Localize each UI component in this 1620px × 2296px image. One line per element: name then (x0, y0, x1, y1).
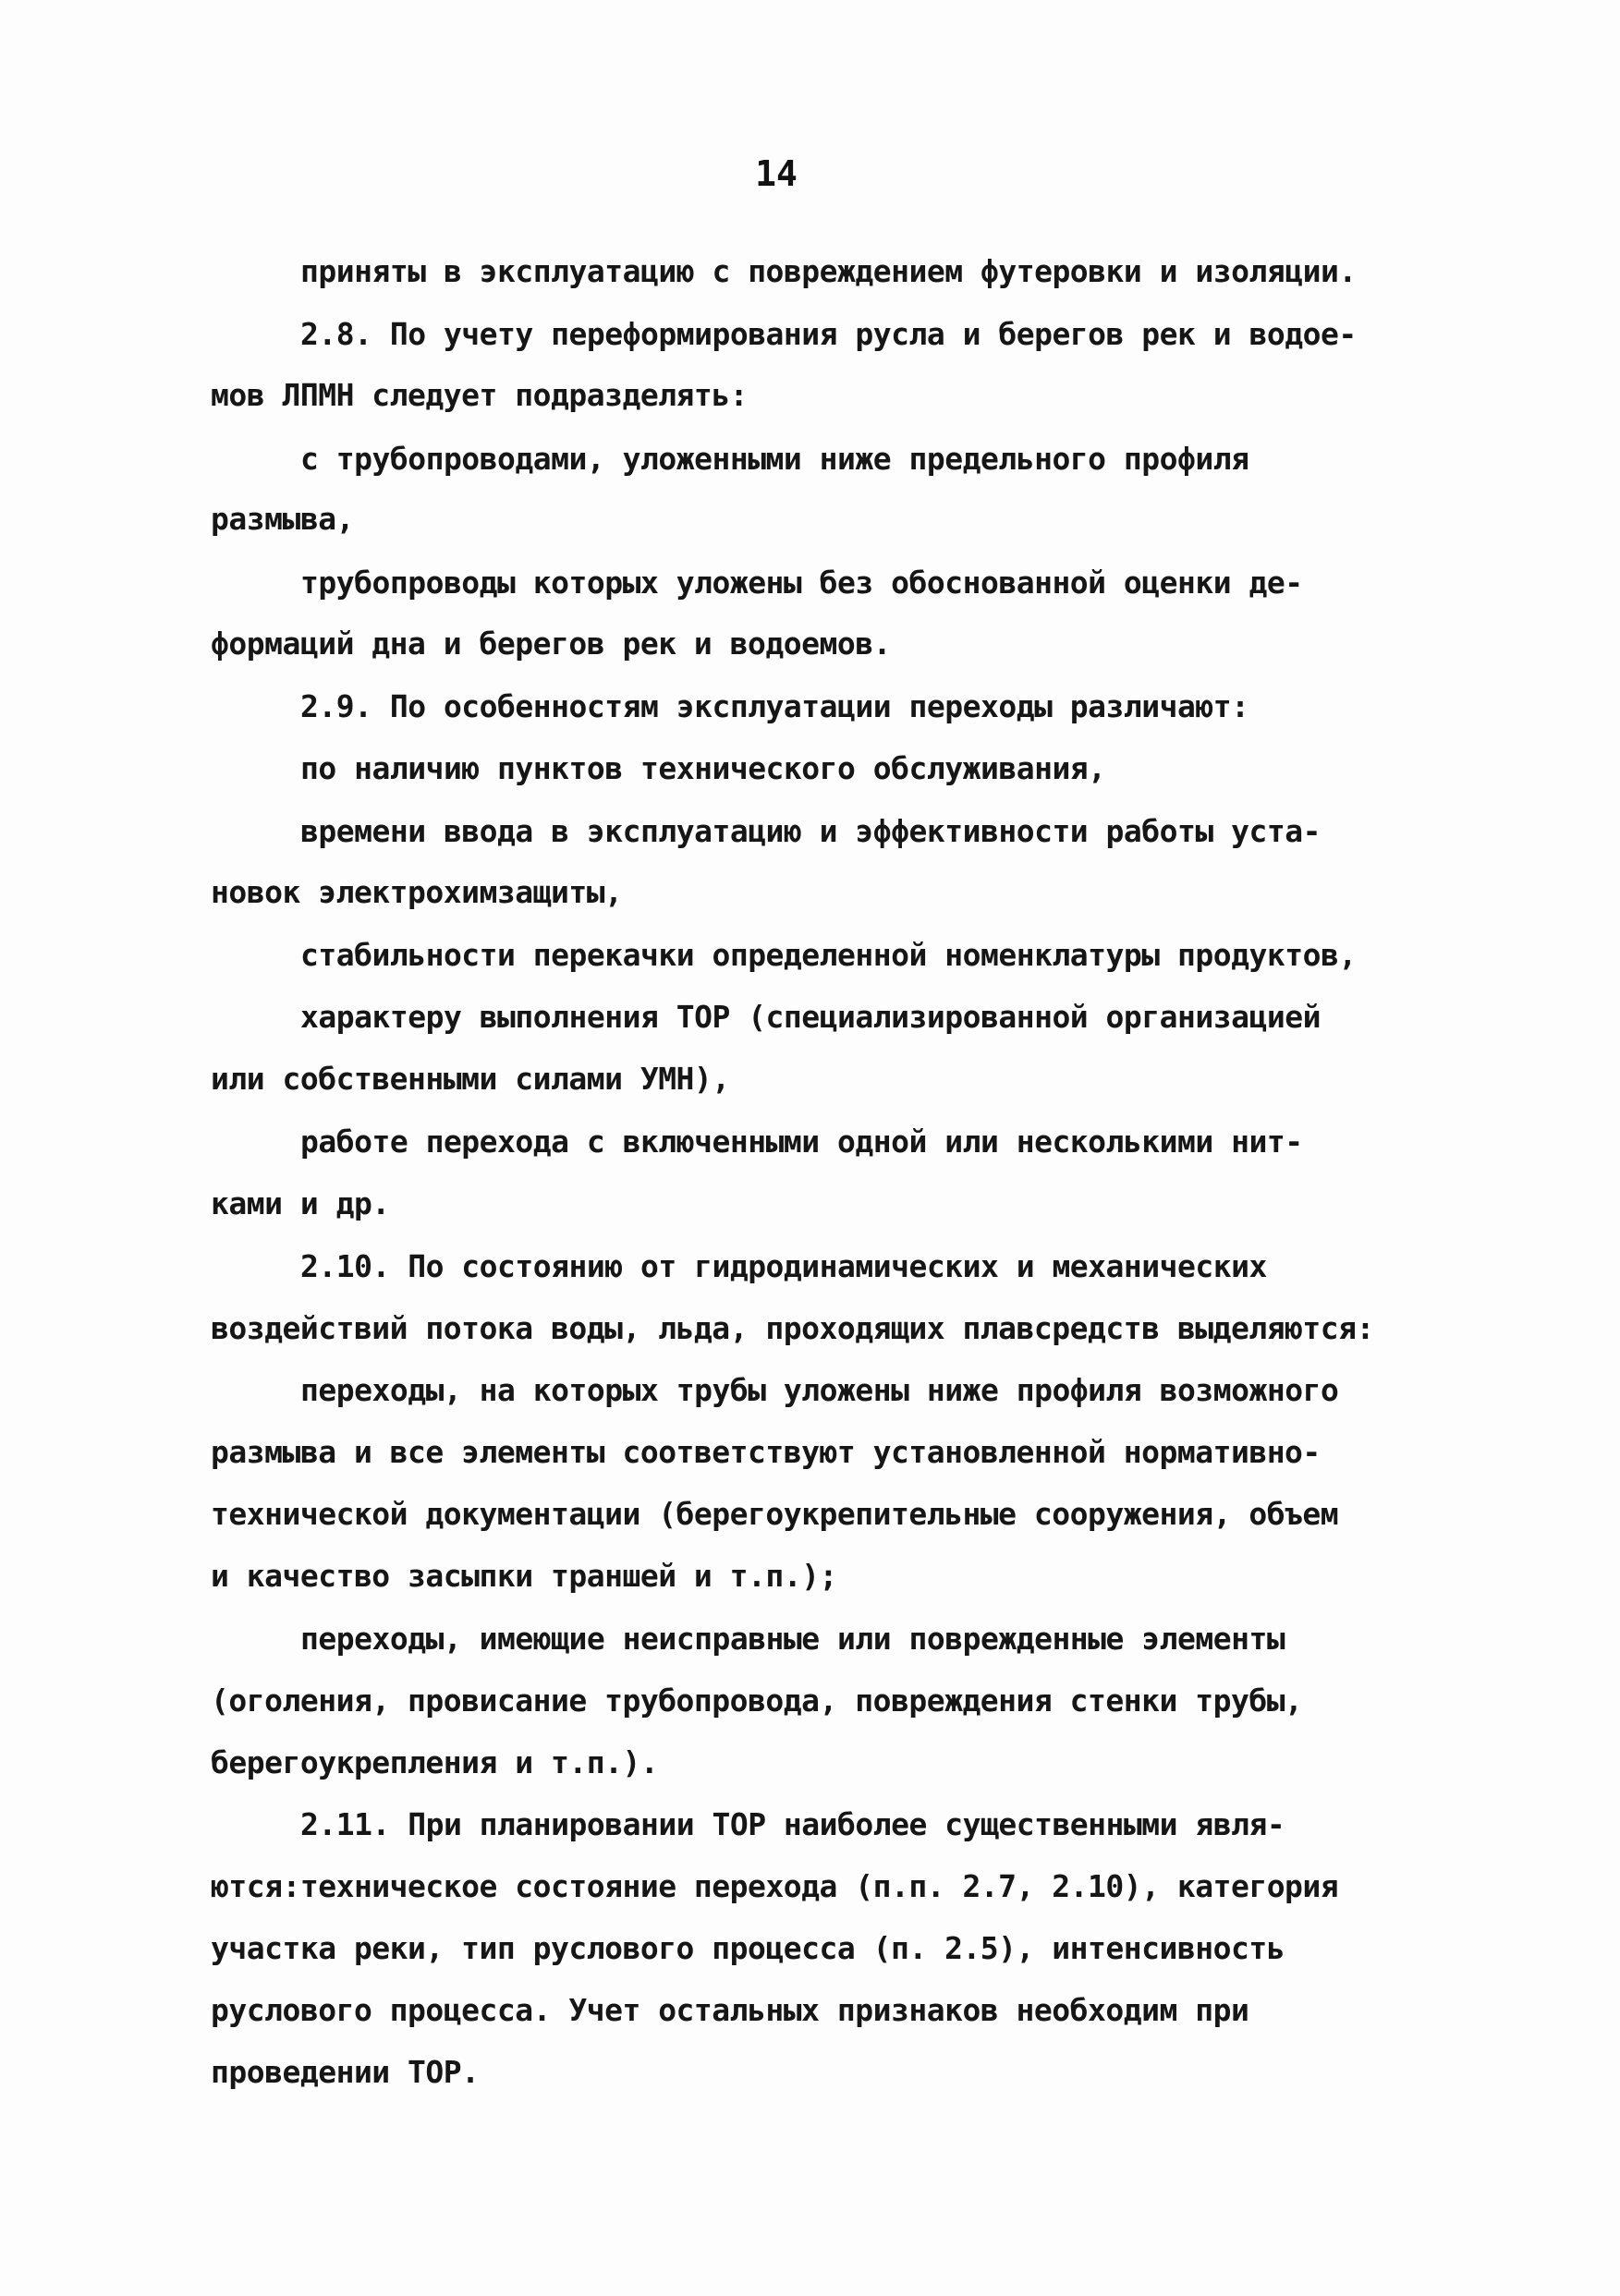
text-line: участка реки, тип руслового процесса (п. 2.5), интенсивность (211, 1930, 1285, 1966)
text-line: трубопроводы которых уложены без обоснованной оценки де- (300, 565, 1303, 601)
text-line: берегоукрепления и т.п.). (211, 1744, 659, 1780)
text-line: ются:техническое состояние перехода (п.п. 2.7, 2.10), категория (211, 1868, 1339, 1904)
text-line: проведении ТОР. (211, 2054, 480, 2090)
text-line: размыва, (211, 501, 354, 537)
text-line: или собственными силами УМН), (211, 1061, 730, 1097)
page-number: 14 (755, 153, 798, 194)
text-line: руслового процесса. Учет остальных признаков необходим при (211, 1992, 1249, 2028)
text-line: воздействий потока воды, льда, проходящих плавсредств выделяются: (211, 1310, 1374, 1346)
text-line: времени ввода в эксплуатацию и эффективности работы уста- (300, 813, 1321, 849)
text-line: переходы, на которых трубы уложены ниже профиля возможного (300, 1372, 1339, 1408)
text-line: приняты в эксплуатацию с повреждением футеровки и изоляции. (300, 253, 1357, 289)
text-line: формаций дна и берегов рек и водоемов. (211, 626, 891, 662)
text-line: 2.8. По учету переформирования русла и берегов рек и водое- (300, 316, 1357, 352)
text-line: переходы, имеющие неисправные или поврежденные элементы (300, 1621, 1285, 1657)
text-line: технической документации (берегоукрепительные сооружения, объем (211, 1496, 1339, 1532)
text-line: ками и др. (211, 1185, 390, 1221)
text-line: новок электрохимзащиты, (211, 874, 623, 910)
text-line: размыва и все элементы соответствуют установленной нормативно- (211, 1434, 1321, 1470)
text-line: по наличию пунктов технического обслуживания, (300, 750, 1106, 786)
text-line: с трубопроводами, уложенными ниже предельного профиля (300, 441, 1249, 477)
text-line: 2.10. По состоянию от гидродинамических и механических (300, 1248, 1267, 1284)
text-line: работе перехода с включенными одной или несколькими нит- (300, 1124, 1303, 1160)
text-line: характеру выполнения ТОР (специализированной организацией (300, 999, 1321, 1035)
text-line: и качество засыпки траншей и т.п.); (211, 1558, 837, 1594)
text-line: 2.9. По особенностям эксплуатации переходы различают: (300, 688, 1249, 724)
text-line: мов ЛПМН следует подразделять: (211, 377, 749, 413)
text-line: стабильности перекачки определенной номенклатуры продуктов, (300, 937, 1357, 973)
text-line: (оголения, провисание трубопровода, повреждения стенки трубы, (211, 1683, 1303, 1719)
text-line: 2.11. При планировании ТОР наиболее существенными явля- (300, 1806, 1285, 1842)
